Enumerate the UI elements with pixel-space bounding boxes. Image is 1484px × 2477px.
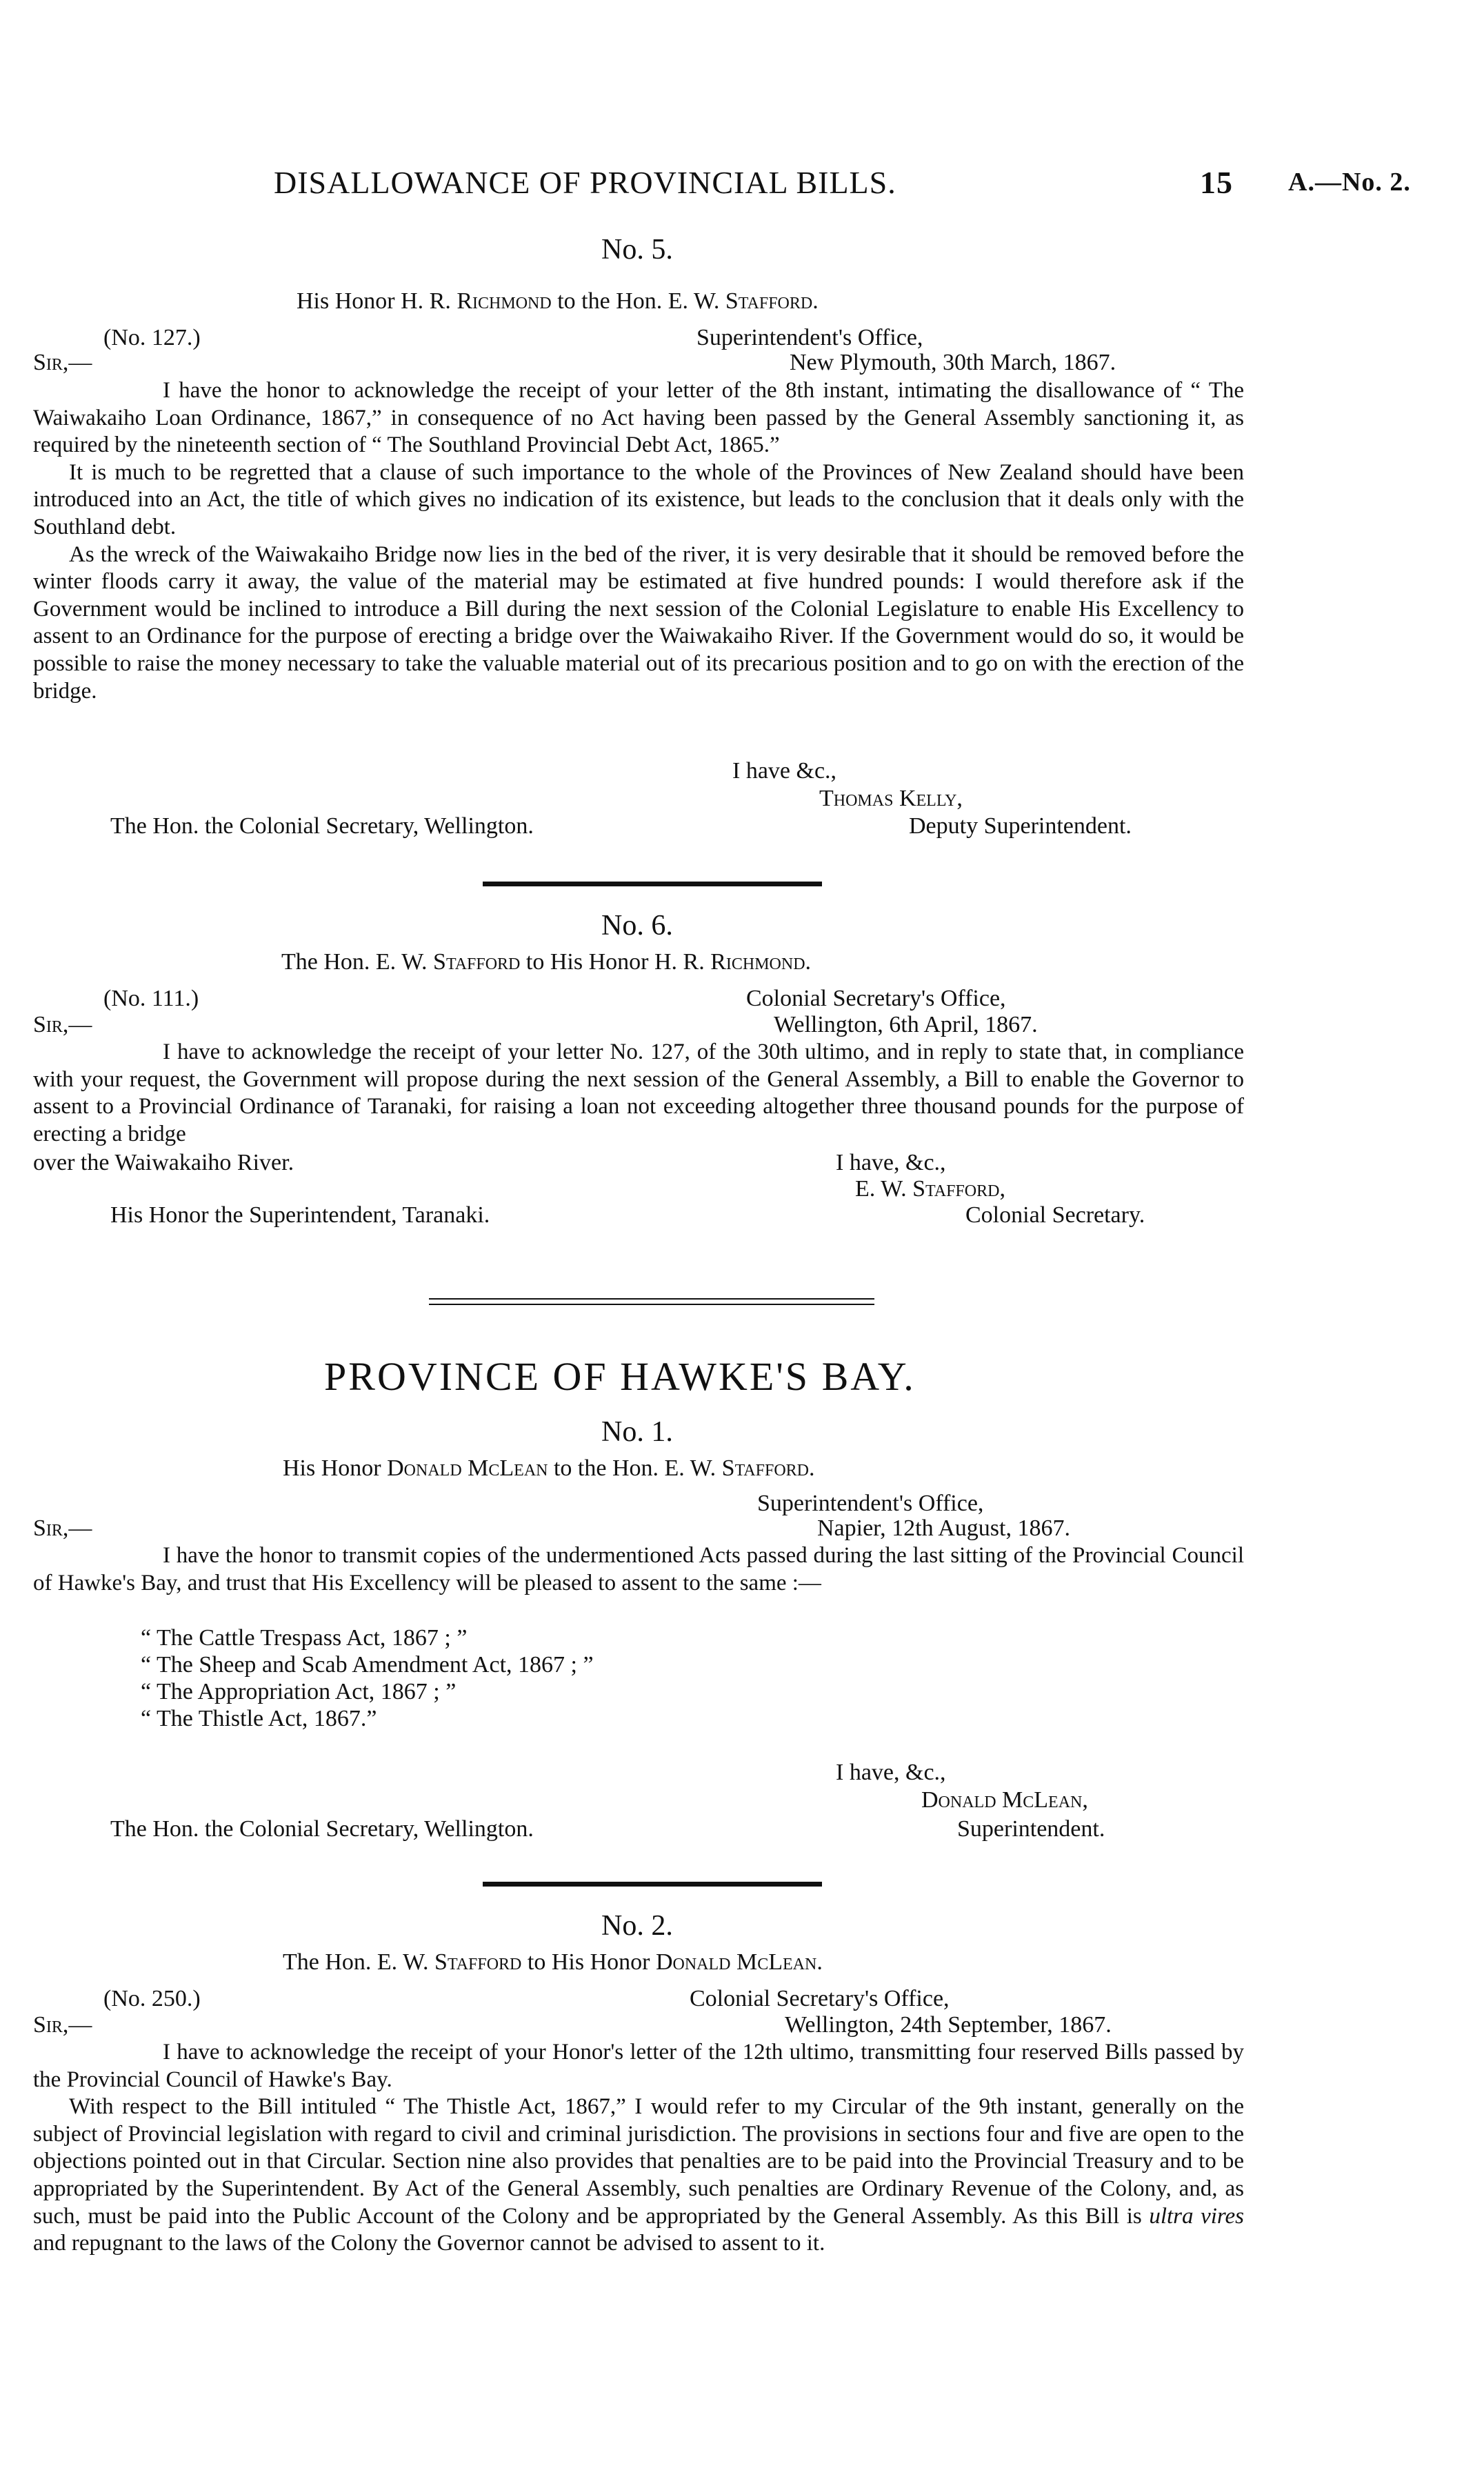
act-item: “ The Appropriation Act, 1867 ; ” bbox=[141, 1679, 457, 1704]
letter-2-addressee: His Honor the Superintendent, Taranaki. bbox=[110, 1202, 490, 1228]
letter-3-addressee: The Hon. the Colonial Secretary, Wellington. bbox=[110, 1816, 534, 1842]
subtitle-part: to the Hon. E. W. bbox=[557, 288, 720, 314]
letter-3-body bbox=[33, 1542, 1244, 1597]
letter-1-place-date: New Plymouth, 30th March, 1867. bbox=[790, 350, 1116, 375]
letter-1-closing: I have &c., bbox=[732, 758, 837, 784]
subtitle-name: Stafford bbox=[434, 1949, 522, 1975]
paragraph-text: and repugnant to the laws of the Colony the Governor cannot be advised to assent to it. bbox=[33, 2231, 825, 2256]
letter-4-number: No. 2. bbox=[601, 1910, 673, 1942]
subtitle-name: Stafford bbox=[433, 949, 521, 975]
letter-4-subtitle bbox=[283, 1949, 823, 1976]
act-item: “ The Thistle Act, 1867.” bbox=[141, 1706, 377, 1731]
letter-1-signer-title: Deputy Superintendent. bbox=[909, 813, 1132, 839]
paragraph-text: With respect to the Bill intituled “ The Thistle Act, 1867,” I would refer to my Circular of the 9th instant, generally on the subject of Provincial legislation with regard to civil and criminal jurisdiction. The provisions in sections four and five are open to the objections pointed out in that Circular. Section nine also provides that penalties are to be paid into the Provincial Treasury and to be appropriated by the Superintendent. By Act of the General Assembly, such penalties are Ordinary Revenue of the Colony, and, as such, must be paid into the Public Account of the Colony and be appropriated by the General Assembly. As this Bill is bbox=[33, 2094, 1244, 2229]
double-rule-top bbox=[429, 1298, 874, 1300]
paragraph: I have to acknowledge the receipt of your letter No. 127, of the 30th ultimo, and in reply to state that, in compliance with your request, the Government will propose during the next session of the General Assembly, a Bill to enable the Governor to assent to a Provincial Ordinance of Taranaki, for raising a loan not exceeding altogether three thousand pounds for the purpose of erecting a bridge bbox=[33, 1039, 1244, 1146]
section-divider bbox=[483, 1882, 822, 1887]
letter-1-salutation: Sir,— bbox=[33, 350, 92, 375]
letter-1-number: No. 5. bbox=[601, 234, 673, 266]
running-title: DISALLOWANCE OF PROVINCIAL BILLS. bbox=[274, 165, 896, 200]
letter-2-office: Colonial Secretary's Office, bbox=[746, 986, 1006, 1011]
act-item: “ The Cattle Trespass Act, 1867 ; ” bbox=[141, 1625, 468, 1651]
province-title: PROVINCE OF HAWKE'S BAY. bbox=[324, 1354, 916, 1399]
letter-3-salutation: Sir,— bbox=[33, 1515, 92, 1541]
letter-1-subtitle bbox=[297, 288, 819, 315]
letter-2-closing: I have, &c., bbox=[836, 1150, 946, 1175]
subtitle-part: to the Hon. E. W. bbox=[553, 1455, 716, 1481]
act-item: “ The Sheep and Scab Amendment Act, 1867 ; ” bbox=[141, 1652, 594, 1678]
subtitle-name: Donald McLean bbox=[387, 1455, 548, 1481]
subtitle-name: Donald McLean. bbox=[655, 1949, 823, 1975]
letter-2-place-date: Wellington, 6th April, 1867. bbox=[774, 1012, 1038, 1037]
subtitle-part: to His Honor bbox=[527, 1949, 650, 1975]
subtitle-name: Stafford. bbox=[721, 1455, 815, 1481]
letter-1-reference: (No. 127.) bbox=[103, 325, 201, 350]
double-rule-bottom bbox=[429, 1304, 874, 1305]
subtitle-part: to His Honor H. R. bbox=[525, 949, 705, 975]
paragraph: As the wreck of the Waiwakaiho Bridge now lies in the bed of the river, it is very desirable that it should be removed before the winter floods carry it away, the value of the material may be estimated at five hundred pounds: I would therefore ask if the Government would be inclined to introduce a Bill during the next session of the Colonial Legislature to enable His Excellency to assent to an Ordinance for the purpose of erecting a bridge over the Waiwakaiho River. If the Government would do so, it would be possible to raise the money necessary to take the valuable material out of its precarious position and to go on with the erection of the bridge. bbox=[33, 541, 1244, 704]
subtitle-name: Richmond. bbox=[710, 949, 812, 975]
letter-4-place-date: Wellington, 24th September, 1867. bbox=[785, 2012, 1112, 2038]
subtitle-part: The Hon. E. W. bbox=[283, 1949, 429, 1975]
letter-3-signer-title: Superintendent. bbox=[957, 1816, 1105, 1842]
letter-3-place-date: Napier, 12th August, 1867. bbox=[817, 1515, 1070, 1541]
letter-1-addressee: The Hon. the Colonial Secretary, Wellington. bbox=[110, 813, 534, 839]
letter-3-number: No. 1. bbox=[601, 1416, 673, 1448]
paragraph: I have the honor to acknowledge the receipt of your letter of the 8th instant, intimating the disallowance of “ The Waiwakaiho Loan Ordinance, 1867,” in consequence of no Act having been passed by the General Assembly sanctioning it, as required by the nineteenth section of “ The Southland Provincial Debt Act, 1865.” bbox=[33, 378, 1244, 458]
letter-1-office: Superintendent's Office, bbox=[696, 325, 923, 350]
paragraph: I have the honor to transmit copies of the undermentioned Acts passed during the last sitting of the Provincial Council of Hawke's Bay, and trust that His Excellency will be pleased to assent to the same :— bbox=[33, 1543, 1244, 1595]
letter-4-salutation: Sir,— bbox=[33, 2012, 92, 2038]
letter-4-office: Colonial Secretary's Office, bbox=[690, 1986, 950, 2011]
paragraph bbox=[33, 2093, 1244, 2258]
subtitle-name: Richmond bbox=[457, 288, 552, 314]
letter-3-office: Superintendent's Office, bbox=[757, 1491, 984, 1516]
letter-2-reference: (No. 111.) bbox=[103, 986, 199, 1011]
paragraph: I have to acknowledge the receipt of your Honor's letter of the 12th ultimo, transmitting four reserved Bills passed by the Provincial Council of Hawke's Bay. bbox=[33, 2040, 1244, 2092]
letter-2-last-line: over the Waiwakaiho River. bbox=[33, 1150, 294, 1175]
letter-2-signature: E. W. Stafford, bbox=[855, 1176, 1005, 1202]
subtitle-part: His Honor bbox=[283, 1455, 381, 1481]
subtitle-name: Stafford. bbox=[725, 288, 819, 314]
letter-2-number: No. 6. bbox=[601, 910, 673, 942]
letter-2-body bbox=[33, 1039, 1244, 1148]
section-divider bbox=[483, 882, 822, 886]
page-number: 15 bbox=[1200, 165, 1233, 200]
letter-4-reference: (No. 250.) bbox=[103, 1986, 201, 2011]
letter-2-salutation: Sir,— bbox=[33, 1012, 92, 1037]
letter-1-body bbox=[33, 377, 1244, 705]
subtitle-part: His Honor H. R. bbox=[297, 288, 451, 314]
letter-1-signature: Thomas Kelly, bbox=[819, 786, 963, 811]
letter-3-signature: Donald McLean, bbox=[921, 1787, 1088, 1813]
letter-2-signer-title: Colonial Secretary. bbox=[965, 1202, 1145, 1228]
letter-2-subtitle bbox=[281, 949, 811, 975]
letter-4-body bbox=[33, 2039, 1244, 2258]
subtitle-part: The Hon. E. W. bbox=[281, 949, 428, 975]
italic-phrase: ultra vires bbox=[1149, 2203, 1245, 2229]
letter-3-subtitle bbox=[283, 1455, 815, 1482]
document-reference: A.—No. 2. bbox=[1288, 168, 1411, 197]
paragraph: It is much to be regretted that a clause of such importance to the whole of the Provinces of New Zealand should have been introduced into an Act, the title of which gives no indication of its existence, but leads to the conclusion that it deals only with the Southland debt. bbox=[33, 459, 1244, 539]
letter-3-closing: I have, &c., bbox=[836, 1760, 946, 1785]
